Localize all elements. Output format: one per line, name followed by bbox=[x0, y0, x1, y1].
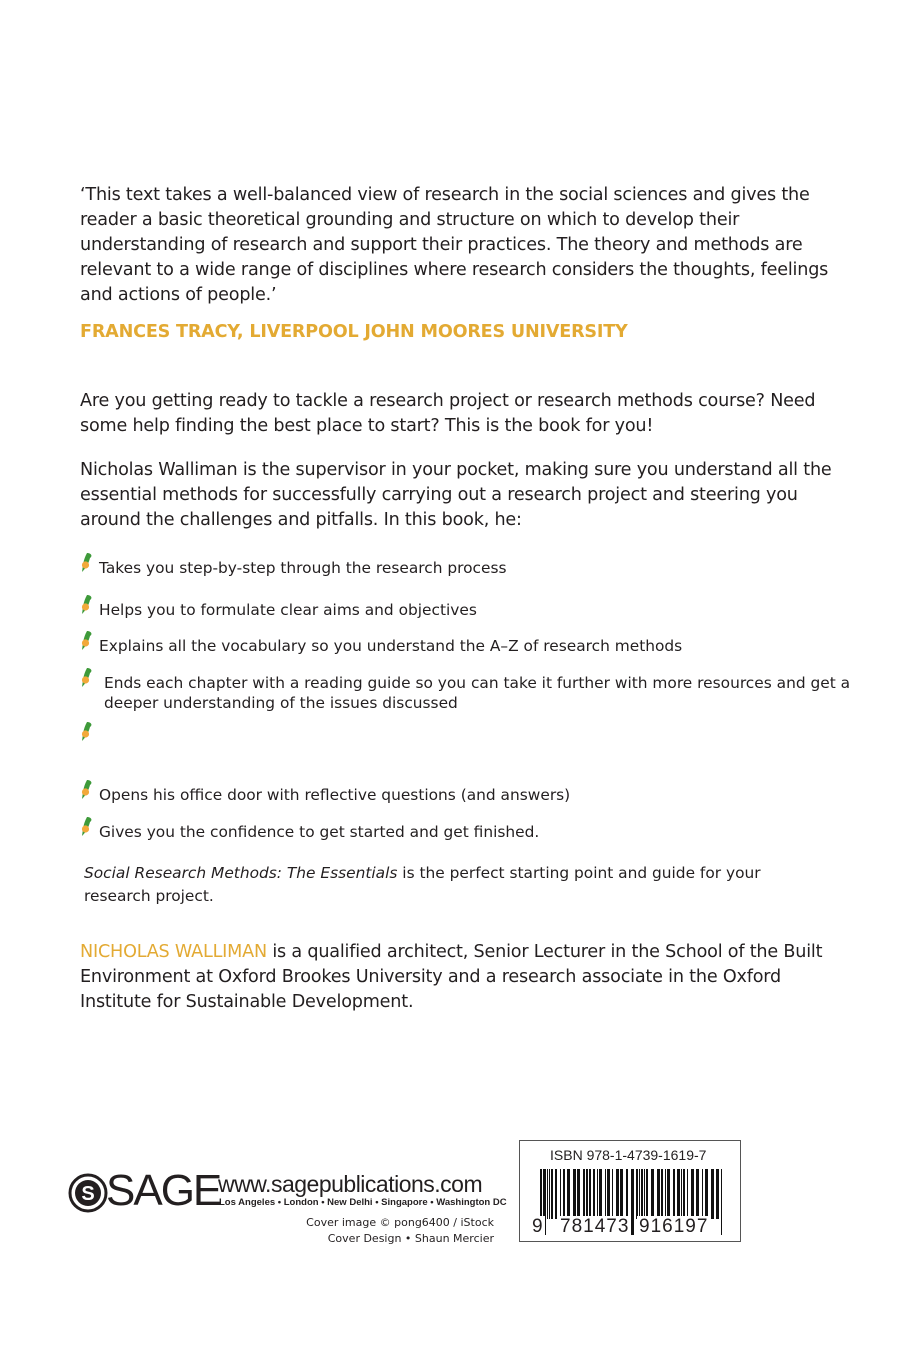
barcode-bar bbox=[639, 1169, 640, 1219]
barcode-digits-2: 916197 bbox=[639, 1216, 709, 1237]
bullet-text: Explains all the vocabulary so you understand the A–Z of research methods bbox=[99, 637, 683, 655]
barcode-bar bbox=[626, 1169, 628, 1219]
barcode-bar bbox=[667, 1169, 670, 1219]
barcode-digit-first: 9 bbox=[532, 1216, 543, 1237]
barcode-bar bbox=[583, 1169, 585, 1219]
barcode-bar bbox=[563, 1169, 565, 1219]
barcode-bar bbox=[573, 1169, 576, 1219]
barcode-bar bbox=[549, 1169, 550, 1219]
barcode-bar bbox=[599, 1169, 602, 1219]
barcode-box bbox=[519, 1140, 741, 1242]
barcode-bar bbox=[636, 1169, 638, 1219]
cover-image-credit: Cover image © pong6400 / iStock bbox=[306, 1216, 494, 1229]
author-bio bbox=[80, 940, 842, 1015]
svg-text:S: S bbox=[81, 1183, 95, 1205]
author-name: NICHOLAS WALLIMAN bbox=[80, 942, 267, 962]
publisher-cities: Los Angeles • London • New Delhi • Singapore • Washington DC bbox=[219, 1197, 507, 1208]
barcode-bar bbox=[651, 1169, 654, 1219]
bullet-text: Gives you the confidence to get started and get finished. bbox=[99, 823, 540, 841]
parrot-bullet-icon bbox=[78, 630, 94, 652]
barcode-bar bbox=[665, 1169, 666, 1219]
isbn-text: ISBN 978-1-4739-1619-7 bbox=[550, 1147, 707, 1163]
barcode-bar bbox=[586, 1169, 588, 1219]
barcode-bar bbox=[716, 1169, 719, 1219]
bullet-text: Takes you step-by-step through the research process bbox=[99, 559, 507, 577]
endorsement-quote: ‘This text takes a well-balanced view of research in the social sciences and gives the reader a basic theoretical grounding and structure on which to develop their understanding of research and support their practices. The theory and methods are relevant to a wide range of disciplines where research considers the thoughts, feelings and actions of people.’ bbox=[80, 185, 829, 305]
barcode-bar bbox=[646, 1169, 648, 1219]
barcode-bar bbox=[620, 1169, 623, 1219]
barcode-bar bbox=[644, 1169, 645, 1219]
closing-paragraph bbox=[84, 862, 761, 908]
cover-design-credit: Cover Design • Shaun Mercier bbox=[327, 1232, 494, 1245]
barcode-bar bbox=[605, 1169, 606, 1219]
barcode-bar bbox=[711, 1169, 714, 1219]
barcode-bar bbox=[687, 1169, 688, 1219]
closing-text-2: research project. bbox=[84, 887, 214, 905]
barcode-bar bbox=[677, 1169, 680, 1219]
parrot-bullet-icon bbox=[78, 816, 94, 838]
barcode-bar bbox=[589, 1169, 591, 1219]
barcode-bar bbox=[683, 1169, 685, 1219]
sage-s-icon bbox=[68, 1173, 108, 1213]
barcode-bar bbox=[702, 1169, 703, 1219]
parrot-bullet-icon bbox=[78, 552, 94, 574]
lead-paragraph: Nicholas Walliman is the supervisor in your pocket, making sure you understand all the essential methods for successfully carrying out a research project and steering you around the challenges and pitfalls. In this book, he: bbox=[80, 460, 832, 530]
barcode-bar bbox=[607, 1169, 610, 1219]
bullet-text: Opens his office door with reflective questions (and answers) bbox=[99, 786, 571, 804]
parrot-bullet-icon bbox=[78, 667, 94, 689]
barcode-bar bbox=[657, 1169, 660, 1219]
barcode-bar bbox=[547, 1169, 548, 1219]
barcode-digits-1: 781473 bbox=[560, 1216, 630, 1237]
credits bbox=[306, 1215, 494, 1247]
barcode-bar bbox=[567, 1169, 570, 1219]
book-title: Social Research Methods: The Essentials bbox=[84, 864, 398, 882]
bullet-text: deeper understanding of the issues discussed bbox=[104, 694, 458, 712]
barcode-bar bbox=[681, 1169, 682, 1219]
barcode-bar bbox=[631, 1169, 634, 1235]
barcode-bar bbox=[661, 1169, 663, 1219]
sage-wordmark: SAGE bbox=[106, 1166, 221, 1215]
parrot-bullet-icon bbox=[78, 594, 94, 616]
barcode-bar bbox=[691, 1169, 694, 1219]
parrot-bullet-icon bbox=[78, 779, 94, 801]
parrot-bullet-icon bbox=[78, 721, 94, 743]
bullet-text: Helps you to formulate clear aims and objectives bbox=[99, 601, 477, 619]
barcode-bar bbox=[721, 1169, 722, 1235]
bullet-text: Ends each chapter with a reading guide so you can take it further with more resources and get a bbox=[104, 674, 851, 692]
author-bio-text: is a qualified architect, Senior Lecturer in the School of the Built Environment at Oxford Brookes University and a research associate in the Oxford Institute for Sustainable Development. bbox=[80, 942, 823, 1012]
barcode-bar bbox=[673, 1169, 675, 1219]
barcode-bar bbox=[577, 1169, 580, 1219]
closing-text: is the perfect starting point and guide for your bbox=[397, 864, 761, 882]
barcode-bar bbox=[705, 1169, 708, 1219]
barcode-bar bbox=[560, 1169, 561, 1219]
barcode-bar bbox=[641, 1169, 643, 1219]
barcode-bar bbox=[597, 1169, 598, 1219]
intro-paragraph: Are you getting ready to tackle a research project or research methods course? Need some help finding the best place to start? This is the book for you! bbox=[80, 391, 816, 436]
endorsement-attribution: FRANCES TRACY, LIVERPOOL JOHN MOORES UNIVERSITY bbox=[80, 322, 628, 342]
publisher-url[interactable]: www.sagepublications.com bbox=[218, 1171, 483, 1197]
barcode-bar bbox=[696, 1169, 699, 1219]
barcode-bar bbox=[555, 1169, 557, 1219]
barcode-bar bbox=[612, 1169, 613, 1219]
barcode-bar bbox=[593, 1169, 595, 1219]
barcode-bar bbox=[551, 1169, 553, 1219]
barcode-bar bbox=[616, 1169, 619, 1219]
